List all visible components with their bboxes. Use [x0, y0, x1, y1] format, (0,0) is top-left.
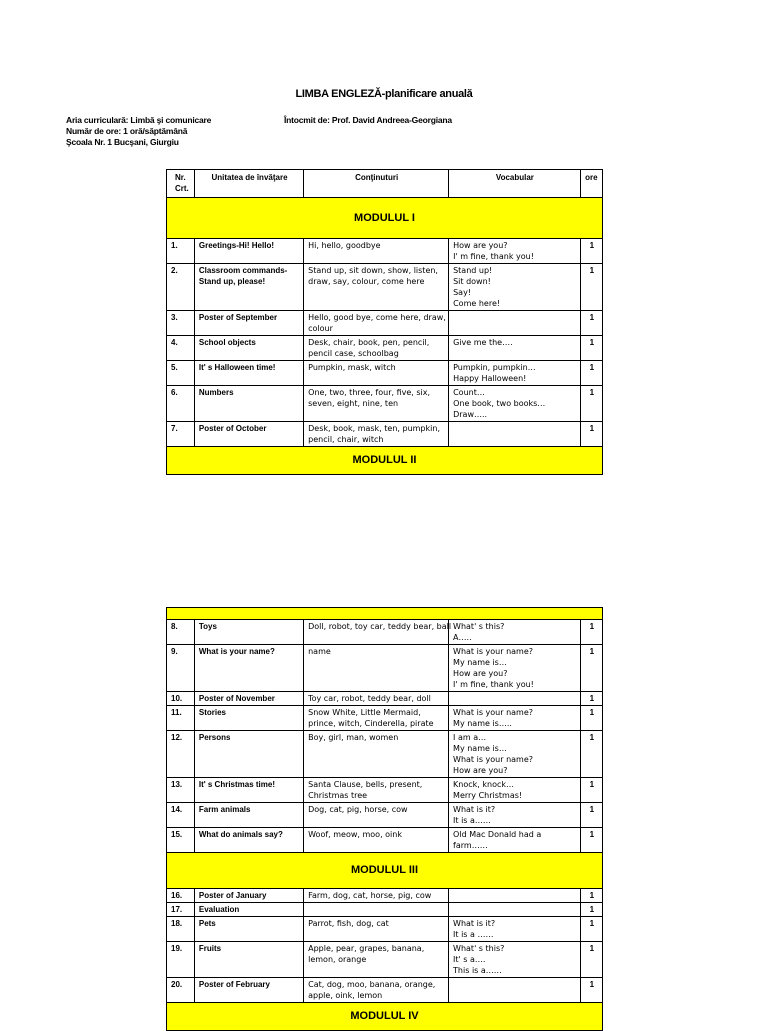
vocabulary	[449, 311, 581, 336]
vocabulary	[449, 239, 581, 264]
vocabulary	[449, 386, 581, 422]
table-row	[167, 889, 603, 903]
contents	[304, 692, 449, 706]
vocabulary-line: I' m fine, thank you!	[453, 252, 534, 261]
table-row	[167, 803, 603, 828]
vocabulary-line: Sit down!	[453, 277, 491, 286]
contents	[304, 645, 449, 692]
vocabulary	[449, 264, 581, 311]
vocabulary	[449, 903, 581, 917]
vocabulary-line: Say!	[453, 288, 472, 297]
vocabulary	[449, 942, 581, 978]
vocabulary-line: What is it?	[453, 919, 496, 928]
hours: 1	[580, 903, 602, 917]
contents-line: Snow White, Little Mermaid,	[308, 708, 421, 717]
contents-line: Boy, girl, man, women	[308, 733, 399, 742]
learning-unit	[194, 889, 303, 903]
contents-line: lemon, orange	[308, 955, 367, 964]
row-number: 16.	[167, 889, 195, 903]
contents-line: draw, say, colour, come here	[308, 277, 425, 286]
vocabulary-line: I' m fine, thank you!	[453, 680, 534, 689]
vocabulary-line: My name is…	[453, 658, 507, 667]
module-continuation	[167, 608, 603, 620]
hours: 1	[580, 706, 602, 731]
contents-line: Farm, dog, cat, horse, pig, cow	[308, 891, 432, 900]
module-row	[167, 447, 603, 475]
learning-unit-line: Fruits	[198, 944, 222, 953]
learning-unit-line: Pets	[198, 919, 216, 928]
vocabulary-line: It' s a….	[453, 955, 486, 964]
vocabulary	[449, 917, 581, 942]
contents-line: apple, oink, lemon	[308, 991, 383, 1000]
contents-line: pencil, chair, witch	[308, 435, 384, 444]
vocabulary-line: A…..	[453, 633, 472, 642]
table-row	[167, 942, 603, 978]
learning-unit	[194, 903, 303, 917]
table-row	[167, 828, 603, 853]
learning-unit	[194, 386, 303, 422]
table-row	[167, 264, 603, 311]
row-number: 4.	[167, 336, 195, 361]
vocabulary	[449, 620, 581, 645]
contents	[304, 336, 449, 361]
hours: 1	[580, 336, 602, 361]
learning-unit-line: Poster of January	[198, 891, 267, 900]
hours: 1	[580, 978, 602, 1003]
contents-line: Apple, pear, grapes, banana,	[308, 944, 425, 953]
contents	[304, 361, 449, 386]
contents	[304, 903, 449, 917]
vocabulary-line: How are you?	[453, 241, 508, 250]
row-number: 6.	[167, 386, 195, 422]
contents-line: Pumpkin, mask, witch	[308, 363, 396, 372]
learning-unit	[194, 264, 303, 311]
learning-unit	[194, 803, 303, 828]
contents	[304, 917, 449, 942]
row-number: 11.	[167, 706, 195, 731]
learning-unit	[194, 239, 303, 264]
learning-unit	[194, 828, 303, 853]
header-nr: Nr. Crt.	[167, 170, 195, 198]
module-row	[167, 853, 603, 889]
vocabulary	[449, 422, 581, 447]
table-row	[167, 336, 603, 361]
contents	[304, 978, 449, 1003]
table-row	[167, 903, 603, 917]
vocabulary	[449, 889, 581, 903]
row-number: 1.	[167, 239, 195, 264]
learning-unit-line: Poster of February	[198, 980, 270, 989]
learning-unit-line: Persons	[198, 733, 231, 742]
contents-line: Woof, meow, moo, oink	[308, 830, 402, 839]
school-name: Şcoala Nr. 1 Bucşani, Giurgiu	[66, 137, 179, 147]
learning-unit-line: Toys	[198, 622, 217, 631]
row-number: 17.	[167, 903, 195, 917]
table-row	[167, 422, 603, 447]
vocabulary-line: What is your name?	[453, 755, 534, 764]
learning-unit-line: Evaluation	[198, 905, 240, 914]
vocabulary-line: It is a……	[453, 816, 491, 825]
module-label: MODULUL III	[167, 853, 603, 889]
vocabulary-line: What' s this?	[453, 944, 505, 953]
row-number: 5.	[167, 361, 195, 386]
vocabulary-line: Old Mac Donald had a	[453, 830, 542, 839]
contents	[304, 731, 449, 778]
vocabulary-line: Pumpkin, pumpkin…	[453, 363, 536, 372]
document-title: LIMBA ENGLEZĂ-planificare anuală	[295, 88, 473, 100]
row-number: 9.	[167, 645, 195, 692]
contents	[304, 311, 449, 336]
contents-line: Hello, good bye, come here, draw,	[308, 313, 446, 322]
hours: 1	[580, 828, 602, 853]
contents	[304, 239, 449, 264]
contents-line: Cat, dog, moo, banana, orange,	[308, 980, 436, 989]
module-label: MODULUL IV	[167, 1003, 603, 1031]
row-number: 19.	[167, 942, 195, 978]
hours: 1	[580, 942, 602, 978]
learning-unit-line: Numbers	[198, 388, 234, 397]
contents-line: Stand up, sit down, show, listen,	[308, 266, 438, 275]
module-continuation-row	[167, 608, 603, 620]
vocabulary	[449, 803, 581, 828]
document-info	[66, 115, 211, 148]
contents	[304, 264, 449, 311]
plan-table-part-2	[166, 607, 603, 1031]
table-row	[167, 731, 603, 778]
learning-unit-line: It' s Halloween time!	[198, 363, 276, 372]
contents	[304, 706, 449, 731]
learning-unit-line: Poster of November	[198, 694, 275, 703]
hours: 1	[580, 264, 602, 311]
learning-unit-line: Farm animals	[198, 805, 251, 814]
vocabulary	[449, 692, 581, 706]
hours: 1	[580, 692, 602, 706]
vocabulary-line: My name is…	[453, 744, 507, 753]
learning-unit	[194, 778, 303, 803]
learning-unit-line: Classroom commands-	[198, 266, 288, 275]
vocabulary-line: What is your name?	[453, 647, 534, 656]
vocabulary-line: Count…	[453, 388, 485, 397]
vocabulary-line: One book, two books…	[453, 399, 546, 408]
row-number: 3.	[167, 311, 195, 336]
learning-unit-line: Poster of October	[198, 424, 267, 433]
row-number: 2.	[167, 264, 195, 311]
vocabulary-line: Stand up!	[453, 266, 493, 275]
learning-unit	[194, 311, 303, 336]
contents-line: name	[308, 647, 331, 656]
row-number: 14.	[167, 803, 195, 828]
contents	[304, 778, 449, 803]
table-row	[167, 361, 603, 386]
hours: 1	[580, 311, 602, 336]
hours: 1	[580, 889, 602, 903]
learning-unit-line: What is your name?	[198, 647, 275, 656]
vocabulary-line: Knock, knock…	[453, 780, 515, 789]
contents	[304, 889, 449, 903]
vocabulary-line: My name is…..	[453, 719, 512, 728]
row-number: 8.	[167, 620, 195, 645]
contents	[304, 620, 452, 645]
hours: 1	[580, 803, 602, 828]
learning-unit	[194, 620, 303, 645]
row-number: 20.	[167, 978, 195, 1003]
contents-line: prince, witch, Cinderella, pirate	[308, 719, 434, 728]
vocabulary-line: Draw…..	[453, 410, 488, 419]
vocabulary	[449, 731, 581, 778]
contents-line: Doll, robot, toy car, teddy bear, ball	[308, 622, 452, 631]
learning-unit	[194, 692, 303, 706]
table-row	[167, 311, 603, 336]
table-row	[167, 386, 603, 422]
vocabulary-line: What is it?	[453, 805, 496, 814]
table-row	[167, 620, 603, 645]
curricular-area: Aria curriculară: Limbă şi comunicare	[66, 115, 212, 125]
learning-unit	[194, 706, 303, 731]
vocabulary-line: farm……	[453, 841, 488, 850]
learning-unit-line: It' s Christmas time!	[198, 780, 276, 789]
table-row	[167, 917, 603, 942]
vocabulary-line: Come here!	[453, 299, 501, 308]
learning-unit	[194, 361, 303, 386]
vocabulary-line: I am a…	[453, 733, 487, 742]
learning-unit-line: Poster of September	[198, 313, 278, 322]
author-line: Întocmit de: Prof. David Andreea-Georgiana	[284, 115, 452, 125]
vocabulary	[449, 978, 581, 1003]
contents-line: Christmas tree	[308, 791, 368, 800]
learning-unit	[194, 422, 303, 447]
vocabulary	[449, 645, 581, 692]
module-label: MODULUL II	[167, 447, 603, 475]
learning-unit	[194, 942, 303, 978]
contents-line: Toy car, robot, teddy bear, doll	[308, 694, 431, 703]
row-number: 13.	[167, 778, 195, 803]
contents-line: Desk, chair, book, pen, pencil,	[308, 338, 430, 347]
hours: 1	[580, 239, 602, 264]
vocabulary	[449, 336, 581, 361]
row-number: 7.	[167, 422, 195, 447]
table-row	[167, 706, 603, 731]
vocabulary-line: It is a ……	[453, 930, 494, 939]
contents-line: Santa Clause, bells, present,	[308, 780, 423, 789]
vocabulary-line: This is a……	[453, 966, 502, 975]
contents-line: Desk, book, mask, ten, pumpkin,	[308, 424, 440, 433]
hours: 1	[580, 386, 602, 422]
header-vocabulary: Vocabular	[449, 170, 581, 198]
row-number: 18.	[167, 917, 195, 942]
module-row	[167, 1003, 603, 1031]
row-number: 15.	[167, 828, 195, 853]
contents	[304, 942, 449, 978]
header-hours: ore	[580, 170, 602, 198]
contents-line: colour	[308, 324, 333, 333]
table-row	[167, 692, 603, 706]
vocabulary	[449, 361, 581, 386]
hours: 1	[580, 361, 602, 386]
vocabulary-line: Give me the….	[453, 338, 513, 347]
table-row	[167, 645, 603, 692]
row-number: 12.	[167, 731, 195, 778]
vocabulary-line: How are you?	[453, 669, 508, 678]
vocabulary	[449, 778, 581, 803]
learning-unit	[194, 917, 303, 942]
learning-unit	[194, 978, 303, 1003]
plan-table-part-1	[166, 169, 603, 475]
learning-unit-line: What do animals say?	[198, 830, 283, 839]
hours: 1	[580, 731, 602, 778]
learning-unit-line: School objects	[198, 338, 256, 347]
contents-line: seven, eight, nine, ten	[308, 399, 399, 408]
learning-unit	[194, 336, 303, 361]
contents-line: One, two, three, four, five, six,	[308, 388, 431, 397]
contents	[304, 386, 449, 422]
table-header-row	[167, 170, 603, 198]
vocabulary	[449, 828, 581, 853]
vocabulary-line: How are you?	[453, 766, 508, 775]
vocabulary-line: What' s this?	[453, 622, 505, 631]
module-row	[167, 198, 603, 239]
contents-line: pencil case, schoolbag	[308, 349, 399, 358]
table-row	[167, 978, 603, 1003]
vocabulary-line: Happy Halloween!	[453, 374, 527, 383]
contents-line: Parrot, fish, dog, cat	[308, 919, 389, 928]
vocabulary-line: Merry Christmas!	[453, 791, 523, 800]
learning-unit	[194, 731, 303, 778]
hours: 1	[580, 422, 602, 447]
header-content: Conţinuturi	[304, 170, 449, 198]
contents-line: Dog, cat, pig, horse, cow	[308, 805, 408, 814]
learning-unit-line: Stand up, please!	[198, 277, 266, 286]
vocabulary-line: What is your name?	[453, 708, 534, 717]
module-label: MODULUL I	[167, 198, 603, 239]
hours: 1	[580, 917, 602, 942]
contents	[304, 828, 449, 853]
hours-per-week: Număr de ore: 1 oră/săptămână	[66, 126, 188, 136]
learning-unit-line: Stories	[198, 708, 226, 717]
hours: 1	[580, 620, 602, 645]
header-unit: Unitatea de învăţare	[194, 170, 303, 198]
contents-line: Hi, hello, goodbye	[308, 241, 381, 250]
row-number: 10.	[167, 692, 195, 706]
table-row	[167, 239, 603, 264]
vocabulary	[449, 706, 581, 731]
learning-unit	[194, 645, 303, 692]
table-row	[167, 778, 603, 803]
hours: 1	[580, 645, 602, 692]
contents	[304, 422, 449, 447]
contents	[304, 803, 449, 828]
hours: 1	[580, 778, 602, 803]
learning-unit-line: Greetings-Hi! Hello!	[198, 241, 274, 250]
